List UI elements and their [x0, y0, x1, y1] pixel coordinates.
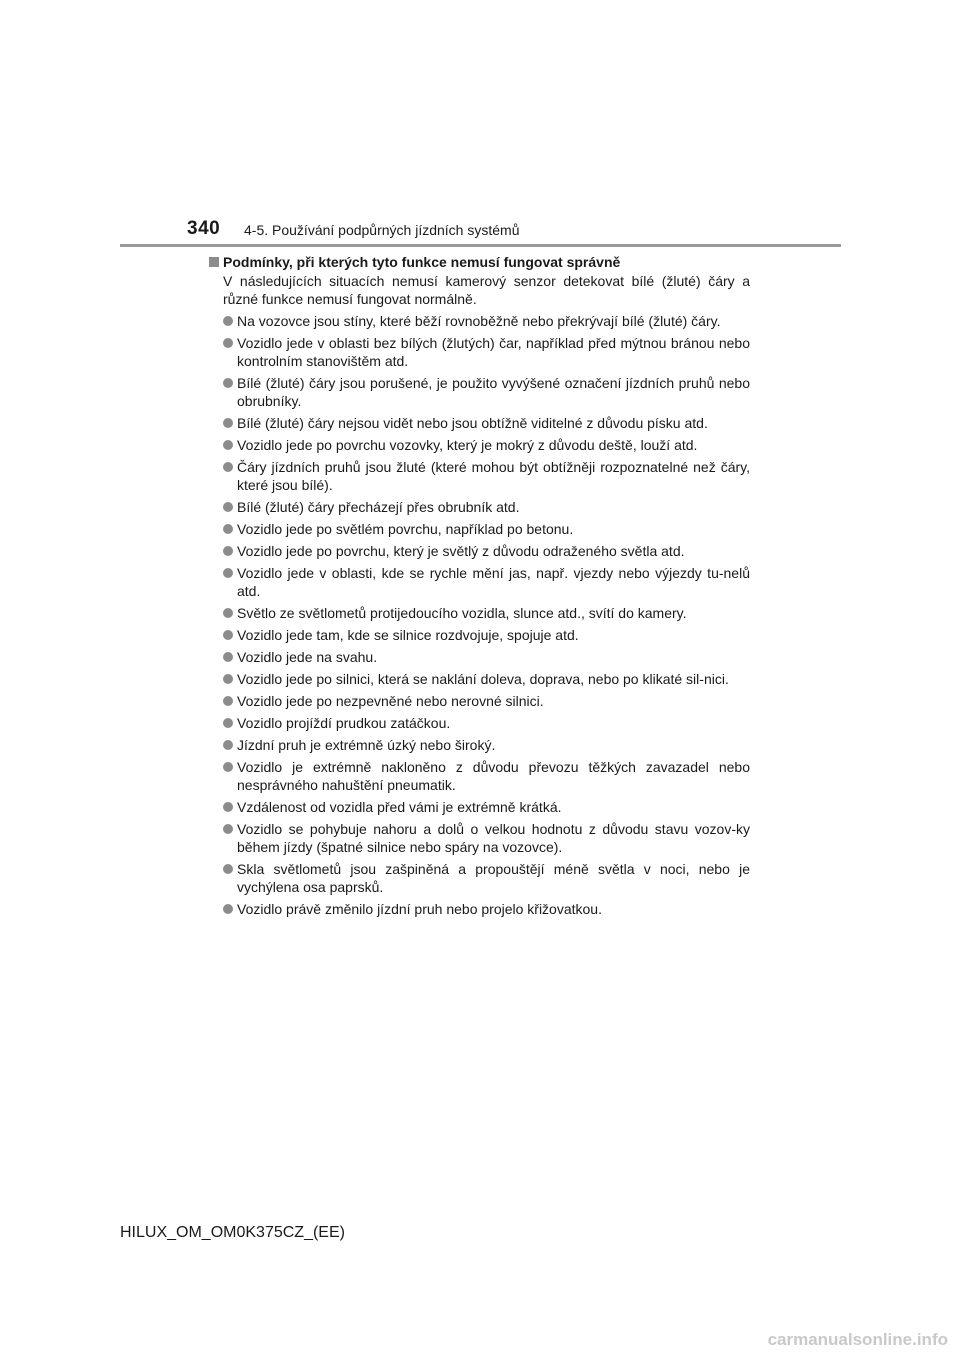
- list-item: [209, 798, 750, 816]
- list-item-text: Vozidlo jede po povrchu, který je světlý z důvodu odraženého světla atd.: [237, 543, 685, 559]
- circle-bullet-icon: [223, 440, 233, 450]
- circle-bullet-icon: [223, 740, 233, 750]
- list-item-text: Vozidlo je extrémně nakloněno z důvodu převozu těžkých zavazadel nebo nesprávného nahuštění pneumatik.: [237, 759, 750, 793]
- list-item-text: Bílé (žluté) čáry jsou porušené, je použito vyvýšené označení jízdních pruhů nebo obrubníky.: [237, 375, 750, 409]
- circle-bullet-icon: [223, 546, 233, 556]
- list-item-text: Světlo ze světlometů protijedoucího vozidla, slunce atd., svítí do kamery.: [237, 605, 687, 621]
- circle-bullet-icon: [223, 568, 233, 578]
- list-item-text: Bílé (žluté) čáry nejsou vidět nebo jsou obtížně viditelné z důvodu písku atd.: [237, 415, 708, 431]
- list-item-text: Skla světlometů jsou zašpiněná a propouštějí méně světla v noci, nebo je vychýlena osa paprsků.: [237, 861, 750, 895]
- list-item-text: Na vozovce jsou stíny, které běží rovnoběžně nebo překrývají bílé (žluté) čáry.: [237, 313, 721, 329]
- list-item: [209, 520, 750, 538]
- list-item: [209, 820, 750, 856]
- list-item: [209, 436, 750, 454]
- list-item-text: Vozidlo jede po povrchu vozovky, který je mokrý z důvodu deště, louží atd.: [237, 437, 698, 453]
- list-item-text: Vozidlo jede na svahu.: [237, 649, 378, 665]
- list-item-text: Čáry jízdních pruhů jsou žluté (které mohou být obtížněji rozpoznatelné než čáry, které jsou bílé).: [237, 459, 750, 493]
- watermark: carmanualsonline.info: [767, 1330, 948, 1349]
- section-heading-text: Podmínky, při kterých tyto funkce nemusí fungovat správně: [223, 254, 621, 270]
- list-item-text: Vozidlo jede v oblasti, kde se rychle mění jas, např. vjezdy nebo výjezdy tu-nelů atd.: [237, 565, 750, 599]
- circle-bullet-icon: [223, 762, 233, 772]
- list-item: [209, 900, 750, 918]
- list-item: [209, 564, 750, 600]
- list-item-text: Vozidlo jede tam, kde se silnice rozdvojuje, spojuje atd.: [237, 627, 579, 643]
- circle-bullet-icon: [223, 338, 233, 348]
- header-rule: [120, 244, 841, 247]
- list-item: [209, 670, 750, 688]
- list-item: [209, 714, 750, 732]
- circle-bullet-icon: [223, 462, 233, 472]
- list-item: [209, 374, 750, 410]
- list-item: [209, 458, 750, 494]
- circle-bullet-icon: [223, 864, 233, 874]
- list-item: [209, 860, 750, 896]
- list-item-text: Vozidlo jede po světlém povrchu, například po betonu.: [237, 521, 574, 537]
- circle-bullet-icon: [223, 630, 233, 640]
- list-item: [209, 626, 750, 644]
- list-item: [209, 604, 750, 622]
- square-bullet-icon: [209, 257, 219, 267]
- chapter-title: 4-5. Používání podpůrných jízdních systémů: [244, 222, 520, 238]
- list-item-text: Vzdálenost od vozidla před vámi je extrémně krátká.: [237, 799, 562, 815]
- list-item: [209, 648, 750, 666]
- list-item-text: Bílé (žluté) čáry přecházejí přes obrubník atd.: [237, 499, 520, 515]
- list-item-text: Vozidlo jede po silnici, která se naklání doleva, doprava, nebo po klikaté sil-nici.: [237, 671, 729, 687]
- circle-bullet-icon: [223, 696, 233, 706]
- list-item: [209, 692, 750, 710]
- circle-bullet-icon: [223, 524, 233, 534]
- circle-bullet-icon: [223, 608, 233, 618]
- list-item-text: Vozidlo právě změnilo jízdní pruh nebo projelo křižovatkou.: [237, 901, 602, 917]
- list-item: [209, 498, 750, 516]
- circle-bullet-icon: [223, 802, 233, 812]
- list-item-text: Vozidlo jede po nezpevněné nebo nerovné silnici.: [237, 693, 544, 709]
- list-item: [209, 312, 750, 330]
- list-item: [209, 414, 750, 432]
- list-item-text: Vozidlo jede v oblasti bez bílých (žlutých) čar, například před mýtnou bránou nebo kontrolním stanovištěm atd.: [237, 335, 750, 369]
- circle-bullet-icon: [223, 718, 233, 728]
- circle-bullet-icon: [223, 378, 233, 388]
- content: [209, 253, 750, 922]
- list-item: [209, 334, 750, 370]
- list-item-text: Vozidlo se pohybuje nahoru a dolů o velkou hodnotu z důvodu stavu vozov-ky během jízdy (špatné silnice nebo spáry na vozovce).: [237, 821, 750, 855]
- circle-bullet-icon: [223, 674, 233, 684]
- list-item-text: Vozidlo projíždí prudkou zatáčkou.: [237, 715, 451, 731]
- section-intro: V následujících situacích nemusí kamerový senzor detekovat bílé (žluté) čáry a různé funkce nemusí fungovat normálně.: [223, 273, 750, 307]
- circle-bullet-icon: [223, 316, 233, 326]
- list-item: [209, 542, 750, 560]
- list-item: [209, 758, 750, 794]
- circle-bullet-icon: [223, 904, 233, 914]
- circle-bullet-icon: [223, 652, 233, 662]
- bullet-list: [209, 312, 750, 918]
- section-heading: [209, 253, 750, 271]
- footer-code: HILUX_OM_OM0K375CZ_(EE): [120, 1224, 345, 1241]
- list-item: [209, 736, 750, 754]
- circle-bullet-icon: [223, 418, 233, 428]
- circle-bullet-icon: [223, 824, 233, 834]
- circle-bullet-icon: [223, 502, 233, 512]
- page-number: 340: [187, 218, 221, 239]
- list-item-text: Jízdní pruh je extrémně úzký nebo široký.: [237, 737, 496, 753]
